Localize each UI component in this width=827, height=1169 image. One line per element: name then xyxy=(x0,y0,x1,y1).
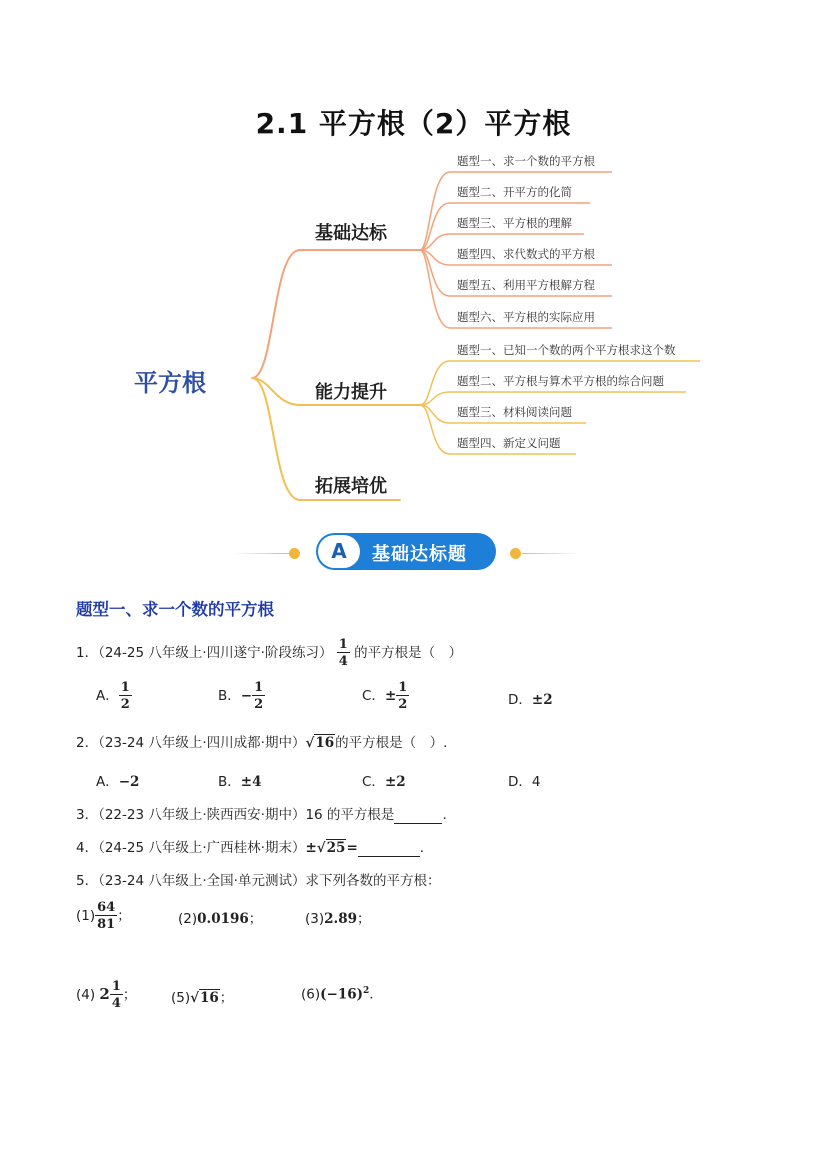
banner-dot-left xyxy=(289,548,300,559)
mindmap-leaf: 题型三、平方根的理解 xyxy=(457,216,572,230)
option-d: D．±2 xyxy=(508,692,553,708)
question-3: 3．（22-23 八年级上·陕西西安·期中）16 的平方根是 . xyxy=(76,807,447,823)
sub-item-5: (5)√16； xyxy=(171,990,234,1006)
sub-item-6: $(6)(-16)^2$. xyxy=(301,986,374,1003)
mindmap-leaf: 题型一、求一个数的平方根 xyxy=(457,154,595,168)
question-source: （23-24 八年级上·四川成都·期中） xyxy=(98,735,306,751)
square-root: √16 xyxy=(305,735,335,751)
option-b: B．− $\frac{1}{2}$ xyxy=(218,680,264,712)
option-a: A． $\frac{1}{2}$ xyxy=(96,680,130,712)
mindmap-leaf: 题型二、平方根与算术平方根的综合问题 xyxy=(457,374,664,388)
mindmap-leaf: 题型一、已知一个数的两个平方根求这个数 xyxy=(457,343,676,357)
sub-item-4: (4) 2 $\frac{1}{4}$ ； xyxy=(76,979,137,1011)
option-d: D．4 xyxy=(508,774,541,790)
mindmap-leaf: 题型六、平方根的实际应用 xyxy=(457,310,595,324)
fraction: $\frac{1}{4}$ xyxy=(338,637,348,669)
question-2 xyxy=(76,731,447,751)
banner-dot-right xyxy=(510,548,521,559)
question-text: 的平方根是（ ）. xyxy=(335,735,448,751)
question-number: 2． xyxy=(76,735,99,751)
square-root: √25 xyxy=(316,840,346,856)
mindmap-root: 平方根 xyxy=(134,369,206,397)
mindmap-leaf: 题型四、新定义问题 xyxy=(457,436,561,450)
question-number: 4． xyxy=(76,840,99,856)
mindmap-leaf: 题型二、开平方的化简 xyxy=(457,185,572,199)
question-number: 5． xyxy=(76,873,99,889)
mindmap-branch-extend: 拓展培优 xyxy=(315,476,387,497)
banner-line-left xyxy=(232,553,290,554)
question-text: 的平方根是（ ） xyxy=(354,645,463,661)
mindmap-leaf: 题型四、求代数式的平方根 xyxy=(457,247,595,261)
sub-item-3: (3)2.89； xyxy=(305,911,371,927)
question-number: 3． xyxy=(76,807,99,823)
question-5 xyxy=(76,869,440,889)
question-source: （23-24 八年级上·全国·单元测试） xyxy=(98,873,306,889)
question-source: （22-23 八年级上·陕西西安·期中） xyxy=(98,807,306,823)
sub-item-1: (1) $\frac{64}{81}$ ； xyxy=(76,900,131,932)
question-source: （24-25 八年级上·广西桂林·期末） xyxy=(98,840,306,856)
section-title: 题型一、求一个数的平方根 xyxy=(76,600,274,619)
connector-root-basic xyxy=(252,250,420,378)
question-4: 4．（24-25 八年级上·广西桂林·期末）±√25= . xyxy=(76,840,425,856)
question-text: 求下列各数的平方根： xyxy=(305,873,441,889)
question-text: 16 的平方根是 xyxy=(305,807,395,823)
banner-text: 基础达标题 xyxy=(372,544,467,565)
option-c: C．± $\frac{1}{2}$ xyxy=(362,680,408,712)
answer-blank xyxy=(394,807,442,824)
answer-blank xyxy=(358,840,420,857)
option-a: A．−2 xyxy=(96,774,140,790)
mindmap-connectors xyxy=(0,0,827,520)
mindmap-leaf: 题型五、利用平方根解方程 xyxy=(457,278,595,292)
question-number: 1． xyxy=(76,645,99,661)
option-c: C．±2 xyxy=(362,774,406,790)
banner-letter: A xyxy=(318,535,360,568)
sub-item-2: (2)0.0196； xyxy=(178,911,263,927)
question-1 xyxy=(76,638,462,668)
mindmap-branch-basic: 基础达标 xyxy=(315,223,387,244)
banner-line-right xyxy=(522,553,580,554)
option-b: B．±4 xyxy=(218,774,262,790)
page-title: 2.1 平方根（2）平方根 xyxy=(255,107,572,140)
mindmap-branch-ability: 能力提升 xyxy=(315,382,387,403)
question-source: （24-25 八年级上·四川遂宁·阶段练习） xyxy=(98,645,333,661)
mindmap-leaf: 题型三、材料阅读问题 xyxy=(457,405,572,419)
